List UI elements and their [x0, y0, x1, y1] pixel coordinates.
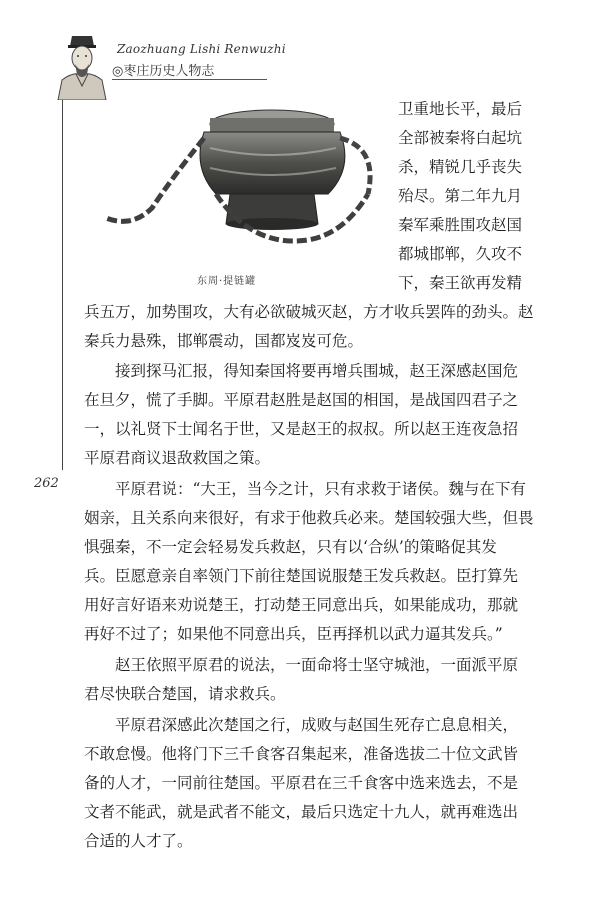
body-text-line: 下，秦王欲再发精	[398, 274, 523, 292]
page-number: 262	[34, 476, 59, 491]
body-text-line: 平原君商议退敌救国之策。	[84, 449, 271, 467]
series-title-pinyin: Zaozhuang Lishi Renwuzhi	[117, 42, 286, 56]
body-text-line: 接到探马汇报，得知秦国将要再增兵围城，赵王深感赵国危	[115, 362, 519, 380]
body-text-line: 姻亲，且关系向来很好，有求于他救兵必来。楚国较强大些，但畏	[84, 509, 534, 527]
body-text-line: 全部被秦将白起坑	[398, 129, 523, 147]
margin-divider	[62, 100, 63, 470]
body-text-line: 平原君说：“大王，当今之计，只有求救于诸侯。魏与在下有	[115, 480, 526, 498]
body-text-line: 杀，精锐几乎丧失	[398, 158, 523, 176]
body-text-line: 合适的人才了。	[84, 832, 193, 850]
header-divider	[112, 79, 267, 80]
body-text-line: 卫重地长平，最后	[398, 100, 523, 118]
body-text-line: 不敢怠慢。他将门下三千食客召集起来，准备选拔二十位文武皆	[84, 745, 519, 763]
body-text-line: 一，以礼贤下士闻名于世，又是赵王的叔叔。所以赵王连夜急招	[84, 420, 519, 438]
body-text-line: 兵五万，加势围攻，大有必欲破城灭赵，方才收兵罢阵的劲头。赵	[84, 303, 534, 321]
body-text-line: 都城邯郸，久攻不	[398, 245, 523, 263]
body-text-line: 秦军乘胜围攻赵国	[398, 216, 523, 234]
body-text-line: 平原君深感此次楚国之行，成败与赵国生死存亡息息相关，	[115, 716, 519, 734]
body-text-line: 秦兵力悬殊，邯郸震动，国都岌岌可危。	[84, 332, 364, 350]
body-text-line: 再好不过了；如果他不同意出兵，臣再择机以武力逼其发兵。”	[84, 625, 503, 643]
body-text-line: 殆尽。第二年九月	[398, 187, 523, 205]
body-text-line: 在旦夕，慌了手脚。平原君赵胜是赵国的相国，是战国四君子之	[84, 391, 519, 409]
figure-caption: 东周·提链罐	[197, 276, 257, 287]
scholar-portrait-icon	[56, 34, 108, 100]
body-text-line: 君尽快联合楚国，请求救兵。	[84, 685, 286, 703]
body-text-line: 惧强秦，不一定会轻易发兵救赵，只有以‘合纵’的策略促其发	[84, 538, 497, 556]
body-text-line: 兵。臣愿意亲自率领门下前往楚国说服楚王发兵救赵。臣打算先	[84, 567, 519, 585]
body-text-line: 赵王依照平原君的说法，一面命将士坚守城池，一面派平原	[115, 656, 519, 674]
body-text-line: 用好言好语来劝说楚王，打动楚王同意出兵，如果能成功，那就	[84, 596, 519, 614]
body-text-line: 备的人才，一同前往楚国。平原君在三千食客中选来选去，不是	[84, 774, 519, 792]
body-text-line: 文者不能武，就是武者不能文，最后只选定十九人，就再难选出	[84, 803, 519, 821]
bronze-chain-jar-image	[92, 98, 382, 268]
series-title: ◎枣庄历史人物志	[112, 64, 215, 79]
